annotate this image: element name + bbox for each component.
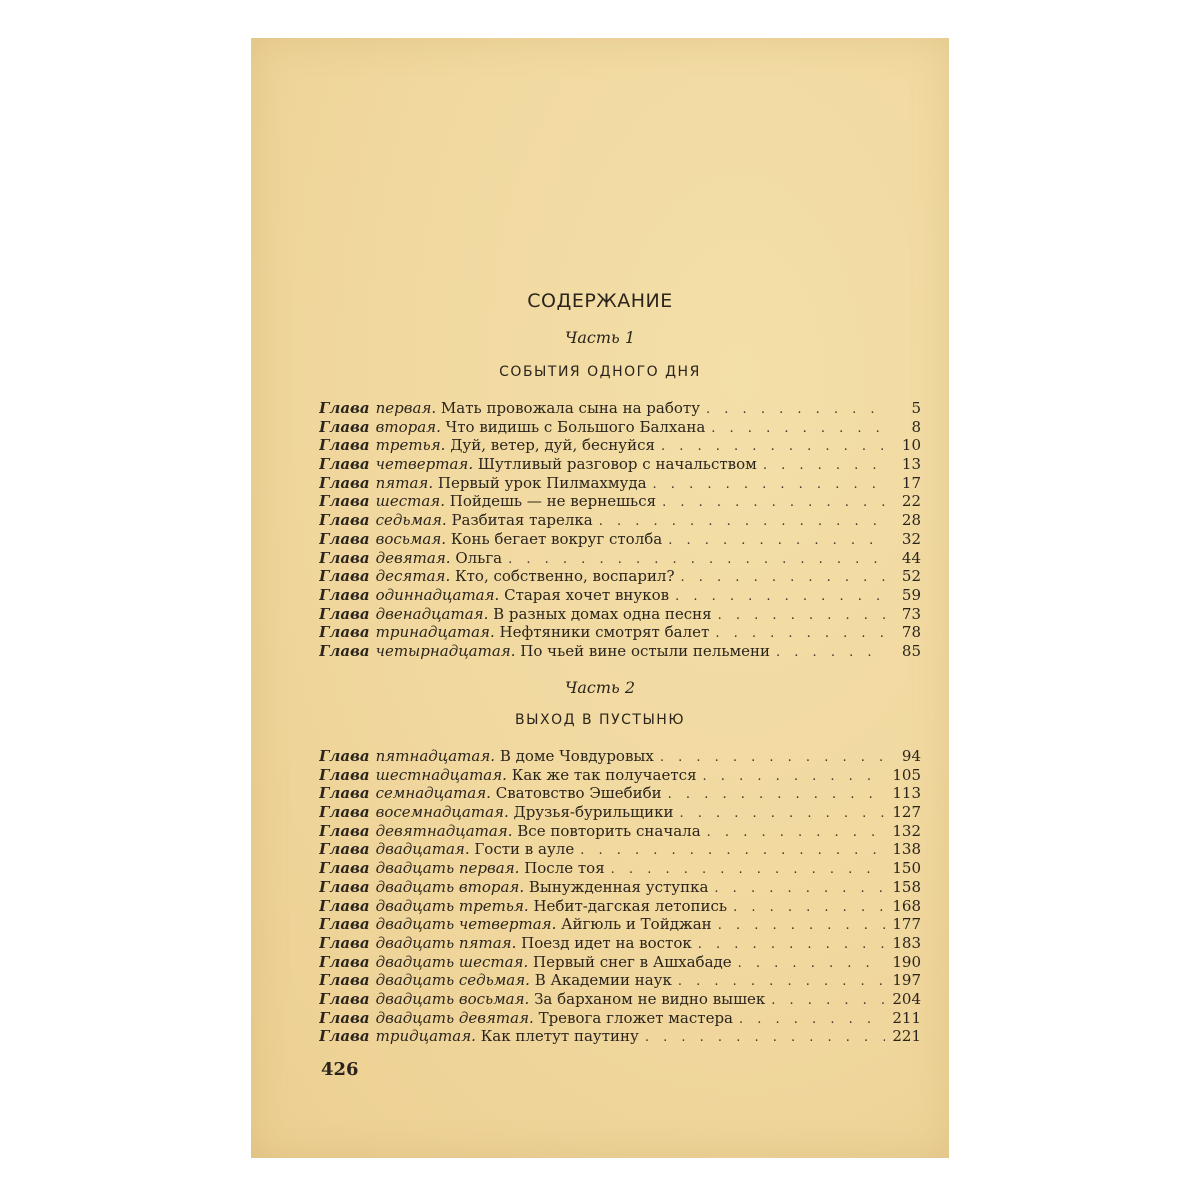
chapter-word: Глава: [319, 859, 370, 878]
chapter-word: Глава: [319, 623, 370, 642]
chapter-word: Глава: [319, 1027, 370, 1046]
toc-row: [319, 399, 921, 418]
leader-dots: [508, 552, 885, 567]
chapter-title: Шутливый разговор с начальством: [477, 455, 757, 474]
toc-row: [319, 971, 921, 990]
leader-dots: [675, 589, 885, 604]
chapter-page: 138: [892, 840, 921, 859]
chapter-title: Старая хочет внуков: [504, 585, 670, 604]
chapter-title: Нефтяники смотрят балет: [499, 623, 710, 642]
leader-dots: [662, 495, 885, 510]
chapter-ordinal: двадцать четвертая.: [375, 915, 557, 934]
chapter-page: 59: [901, 585, 921, 604]
chapter-title: Все повторить сначала: [517, 821, 701, 840]
part-1-contents: [319, 399, 921, 661]
chapter-page: 8: [911, 417, 921, 436]
chapter-word: Глава: [319, 492, 370, 511]
chapter-title: Вынужденная уступка: [528, 877, 709, 896]
chapter-title: В доме Човдуровых: [499, 747, 654, 765]
chapter-ordinal: пятнадцатая.: [375, 747, 496, 765]
leader-dots: [653, 477, 885, 492]
chapter-ordinal: третья.: [375, 436, 446, 455]
toc-row: [319, 567, 921, 586]
toc-row: [319, 436, 921, 455]
leader-dots: [599, 514, 885, 529]
chapter-page: 52: [901, 567, 921, 586]
chapter-page: 113: [892, 784, 921, 803]
chapter-title: Конь бегает вокруг столба: [450, 529, 663, 548]
toc-row: [319, 915, 921, 934]
leader-dots: [714, 881, 885, 896]
chapter-ordinal: пятая.: [375, 473, 434, 492]
leader-dots: [715, 626, 885, 641]
toc-row: [319, 1027, 921, 1046]
chapter-ordinal: двенадцатая.: [375, 604, 489, 623]
toc-row: [319, 549, 921, 568]
leader-dots: [660, 750, 885, 765]
chapter-ordinal: седьмая.: [375, 511, 447, 530]
leader-dots: [678, 974, 885, 989]
chapter-title: Первый урок Пилмахмуда: [437, 473, 647, 492]
chapter-page: 13: [901, 455, 921, 474]
chapter-title: Кто, собственно, воспарил?: [455, 567, 675, 586]
chapter-word: Глава: [319, 747, 370, 765]
chapter-page: 94: [901, 747, 921, 765]
chapter-ordinal: девятая.: [375, 548, 451, 567]
chapter-page: 44: [901, 548, 921, 567]
chapter-word: Глава: [319, 455, 370, 474]
leader-dots: [707, 825, 885, 840]
leader-dots: [763, 458, 885, 473]
chapter-ordinal: двадцать первая.: [375, 859, 520, 878]
toc-row: [319, 530, 921, 549]
chapter-word: Глава: [319, 641, 370, 660]
chapter-page: 105: [892, 765, 921, 784]
chapter-page: 32: [901, 529, 921, 548]
chapter-word: Глава: [319, 1008, 370, 1027]
leader-dots: [776, 645, 885, 660]
chapter-word: Глава: [319, 529, 370, 548]
toc-row: [319, 605, 921, 624]
chapter-word: Глава: [319, 952, 370, 971]
chapter-page: 150: [892, 859, 921, 878]
chapter-page: 78: [901, 623, 921, 642]
chapter-word: Глава: [319, 473, 370, 492]
page-number: 426: [321, 1059, 359, 1080]
chapter-word: Глава: [319, 877, 370, 896]
toc-row: [319, 474, 921, 493]
toc-row: [319, 953, 921, 972]
toc-row: [319, 586, 921, 605]
part-1-label: Часть 1: [564, 328, 635, 347]
leader-dots: [580, 843, 885, 858]
chapter-title: Как же так получается: [511, 765, 697, 784]
chapter-word: Глава: [319, 784, 370, 803]
page-title: СОДЕРЖАНИЕ: [527, 290, 673, 312]
toc-row: [319, 766, 921, 785]
toc-row: [319, 511, 921, 530]
leader-dots: [661, 439, 885, 454]
chapter-ordinal: двадцать восьмая.: [375, 989, 530, 1008]
toc-row: [319, 897, 921, 916]
chapter-page: 17: [901, 473, 921, 492]
chapter-word: Глава: [319, 971, 370, 990]
chapter-ordinal: семнадцатая.: [375, 784, 491, 803]
chapter-title: В Академии наук: [534, 971, 672, 990]
chapter-ordinal: двадцать седьмая.: [375, 971, 530, 990]
part-1-subtitle: СОБЫТИЯ ОДНОГО ДНЯ: [499, 364, 701, 380]
part-2-label: Часть 2: [564, 678, 635, 697]
toc-row: [319, 492, 921, 511]
chapter-page: 5: [911, 399, 921, 417]
chapter-ordinal: одиннадцатая.: [375, 585, 500, 604]
chapter-word: Глава: [319, 896, 370, 915]
toc-row: [319, 859, 921, 878]
chapter-ordinal: двадцать вторая.: [375, 877, 525, 896]
leader-dots: [668, 533, 885, 548]
chapter-page: 73: [901, 604, 921, 623]
chapter-word: Глава: [319, 803, 370, 822]
chapter-word: Глава: [319, 567, 370, 586]
chapter-word: Глава: [319, 417, 370, 436]
chapter-ordinal: двадцать третья.: [375, 896, 529, 915]
chapter-title: Сватовство Эшебиби: [495, 784, 662, 803]
chapter-title: Первый снег в Ашхабаде: [533, 952, 732, 971]
chapter-ordinal: шестнадцатая.: [375, 765, 507, 784]
chapter-word: Глава: [319, 821, 370, 840]
chapter-title: Гости в ауле: [474, 840, 575, 859]
chapter-word: Глава: [319, 989, 370, 1008]
chapter-page: 204: [892, 989, 921, 1008]
chapter-title: По чьей вине остыли пельмени: [520, 641, 771, 660]
chapter-title: Мать провожала сына на работу: [440, 399, 701, 417]
chapter-title: После тоя: [524, 859, 605, 878]
leader-dots: [738, 956, 885, 971]
chapter-page: 22: [901, 492, 921, 511]
chapter-word: Глава: [319, 399, 370, 417]
chapter-word: Глава: [319, 933, 370, 952]
chapter-page: 177: [892, 915, 921, 934]
toc-row: [319, 747, 921, 766]
toc-row: [319, 934, 921, 953]
leader-dots: [679, 806, 885, 821]
chapter-page: 190: [892, 952, 921, 971]
chapter-title: Поезд идет на восток: [521, 933, 692, 952]
leader-dots: [711, 421, 885, 436]
leader-dots: [733, 900, 885, 915]
chapter-ordinal: девятнадцатая.: [375, 821, 513, 840]
chapter-page: 132: [892, 821, 921, 840]
chapter-page: 85: [901, 641, 921, 660]
chapter-ordinal: восьмая.: [375, 529, 447, 548]
chapter-title: Что видишь с Большого Балхана: [445, 417, 706, 436]
leader-dots: [611, 862, 885, 877]
chapter-word: Глава: [319, 915, 370, 934]
chapter-page: 183: [892, 933, 921, 952]
toc-row: [319, 990, 921, 1009]
chapter-word: Глава: [319, 548, 370, 567]
leader-dots: [668, 787, 885, 802]
book-page: [251, 38, 949, 1158]
chapter-word: Глава: [319, 585, 370, 604]
chapter-ordinal: десятая.: [375, 567, 451, 586]
chapter-title: В разных домах одна песня: [493, 604, 712, 623]
chapter-page: 158: [892, 877, 921, 896]
chapter-ordinal: тридцатая.: [375, 1027, 476, 1046]
chapter-ordinal: вторая.: [375, 417, 441, 436]
leader-dots: [681, 570, 885, 585]
part-2-contents: [319, 747, 921, 1046]
leader-dots: [698, 937, 885, 952]
chapter-ordinal: четырнадцатая.: [375, 641, 516, 660]
chapter-page: 10: [901, 436, 921, 455]
toc-row: [319, 418, 921, 437]
leader-dots: [771, 993, 885, 1008]
chapter-ordinal: двадцать девятая.: [375, 1008, 534, 1027]
chapter-ordinal: двадцать шестая.: [375, 952, 529, 971]
chapter-title: Ольга: [455, 548, 503, 567]
toc-row: [319, 784, 921, 803]
chapter-ordinal: шестая.: [375, 492, 445, 511]
leader-dots: [645, 1030, 885, 1045]
chapter-title: Тревога гложет мастера: [538, 1008, 733, 1027]
toc-row: [319, 803, 921, 822]
chapter-ordinal: первая.: [375, 399, 437, 417]
chapter-ordinal: тринадцатая.: [375, 623, 495, 642]
chapter-title: Друзья-бурильщики: [513, 803, 674, 822]
chapter-word: Глава: [319, 511, 370, 530]
chapter-title: Небит-дагская летопись: [533, 896, 728, 915]
chapter-word: Глава: [319, 840, 370, 859]
chapter-title: Пойдешь — не вернешься: [449, 492, 657, 511]
chapter-title: Дуй, ветер, дуй, беснуйся: [450, 436, 655, 455]
chapter-ordinal: четвертая.: [375, 455, 474, 474]
chapter-word: Глава: [319, 765, 370, 784]
chapter-title: За барханом не видно вышек: [534, 989, 766, 1008]
chapter-ordinal: восемнадцатая.: [375, 803, 509, 822]
chapter-word: Глава: [319, 604, 370, 623]
leader-dots: [718, 918, 885, 933]
toc-row: [319, 840, 921, 859]
toc-row: [319, 455, 921, 474]
chapter-page: 168: [892, 896, 921, 915]
toc-row: [319, 1009, 921, 1028]
chapter-ordinal: двадцатая.: [375, 840, 470, 859]
chapter-page: 28: [901, 511, 921, 530]
toc-row: [319, 878, 921, 897]
toc-row: [319, 642, 921, 661]
chapter-page: 211: [892, 1008, 921, 1027]
chapter-page: 221: [892, 1027, 921, 1046]
toc-row: [319, 822, 921, 841]
chapter-page: 127: [892, 803, 921, 822]
leader-dots: [706, 402, 885, 417]
leader-dots: [739, 1012, 885, 1027]
chapter-title: Как плетут паутину: [480, 1027, 639, 1046]
part-2-subtitle: ВЫХОД В ПУСТЫНЮ: [515, 712, 685, 728]
chapter-title: Разбитая тарелка: [451, 511, 593, 530]
toc-row: [319, 623, 921, 642]
chapter-word: Глава: [319, 436, 370, 455]
leader-dots: [703, 769, 885, 784]
chapter-ordinal: двадцать пятая.: [375, 933, 517, 952]
chapter-title: Айгюль и Тойджан: [561, 915, 712, 934]
chapter-page: 197: [892, 971, 921, 990]
leader-dots: [718, 608, 885, 623]
